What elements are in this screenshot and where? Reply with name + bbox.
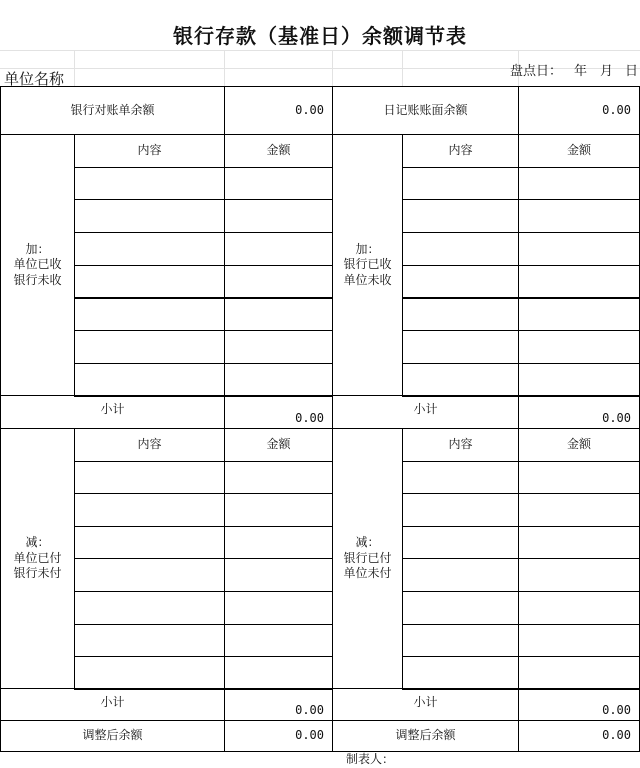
subtract-right-amount-header: 金额 [518,428,640,462]
add-right-content-cell[interactable] [402,167,519,201]
add-right-amount-cell[interactable] [518,330,640,364]
add-left-subtotal-value[interactable]: 0.00 [224,395,333,429]
adjusted-right-value[interactable]: 0.00 [518,720,640,752]
add-right-amount-cell[interactable] [518,298,640,332]
add-right-content-cell[interactable] [402,265,519,299]
date-year-label: 年 [574,64,588,79]
add-right-amount-cell[interactable] [518,265,640,299]
subtract-right-subtotal-value[interactable]: 0.00 [518,688,640,721]
add-left-amount-cell[interactable] [224,199,333,233]
preparer-label: 制表人： [346,752,395,766]
add-left-content-cell[interactable] [74,167,225,201]
add-right-subtotal-label: 小计 [332,395,519,429]
subtract-left-amount-cell[interactable] [224,591,333,625]
subtract-left-content-cell[interactable] [74,558,225,592]
subtract-left-amount-cell[interactable] [224,461,333,495]
journal-balance-value[interactable]: 0.00 [518,86,640,135]
subtract-right-content-cell[interactable] [402,493,519,527]
add-right-side-label [332,134,403,396]
add-left-amount-cell[interactable] [224,167,333,201]
add-left-amount-cell[interactable] [224,232,333,266]
subtract-right-amount-cell[interactable] [518,558,640,592]
subtract-right-content-header: 内容 [402,428,519,462]
add-left-content-header: 内容 [74,134,225,168]
subtract-right-amount-cell[interactable] [518,624,640,658]
add-right-subtotal-value[interactable]: 0.00 [518,395,640,429]
subtract-right-content-cell[interactable] [402,624,519,658]
subtract-left-content-cell[interactable] [74,461,225,495]
add-right-amount-cell[interactable] [518,199,640,233]
add-left-content-cell[interactable] [74,298,225,332]
add-left-amount-cell[interactable] [224,265,333,299]
add-left-label-text: 加： 单位已收 银行未收 [13,241,62,287]
subtract-left-amount-cell[interactable] [224,526,333,560]
subtract-right-amount-cell[interactable] [518,461,640,495]
inventory-date-label: 盘点日： [510,64,563,79]
add-right-content-cell[interactable] [402,298,519,332]
adjusted-right-label: 调整后余额 [332,720,519,752]
subtract-left-side-label [0,428,75,689]
date-day-label: 日 [625,64,639,79]
subtract-left-subtotal-value[interactable]: 0.00 [224,688,333,721]
subtract-left-amount-cell[interactable] [224,493,333,527]
subtract-left-content-header: 内容 [74,428,225,462]
add-left-content-cell[interactable] [74,265,225,299]
bank-statement-balance-label: 银行对账单余额 [0,86,225,135]
adjusted-left-label: 调整后余额 [0,720,225,752]
subtract-left-label-text: 减： 单位已付 银行未付 [13,535,62,581]
subtract-right-side-label [332,428,403,689]
subtract-right-amount-cell[interactable] [518,493,640,527]
subtract-right-amount-cell[interactable] [518,656,640,690]
subtract-right-amount-cell[interactable] [518,591,640,625]
journal-balance-label: 日记账账面余额 [332,86,519,135]
add-left-content-cell[interactable] [74,232,225,266]
subtract-left-amount-cell[interactable] [224,558,333,592]
add-left-amount-cell[interactable] [224,363,333,397]
subtract-left-content-cell[interactable] [74,624,225,658]
subtract-right-content-cell[interactable] [402,656,519,690]
subtract-left-amount-cell[interactable] [224,656,333,690]
add-right-label-text: 加： 银行已收 单位未收 [343,241,392,287]
subtract-right-content-cell[interactable] [402,591,519,625]
subtract-right-content-cell[interactable] [402,461,519,495]
add-left-side-label [0,134,75,396]
add-right-content-cell[interactable] [402,330,519,364]
add-left-amount-cell[interactable] [224,330,333,364]
subtract-right-content-cell[interactable] [402,526,519,560]
subtract-left-content-cell[interactable] [74,591,225,625]
add-right-content-header: 内容 [402,134,519,168]
add-right-content-cell[interactable] [402,363,519,397]
add-right-content-cell[interactable] [402,199,519,233]
add-right-content-cell[interactable] [402,232,519,266]
add-left-amount-header: 金额 [224,134,333,168]
add-right-amount-cell[interactable] [518,363,640,397]
subtract-left-amount-cell[interactable] [224,624,333,658]
add-left-content-cell[interactable] [74,330,225,364]
subtract-left-content-cell[interactable] [74,526,225,560]
add-right-amount-cell[interactable] [518,232,640,266]
subtract-right-subtotal-label: 小计 [332,688,519,721]
subtract-right-label-text: 减： 银行已付 单位未付 [343,535,392,581]
unit-name-label: 单位名称 [4,70,65,88]
add-left-subtotal-label: 小计 [0,395,225,429]
subtract-right-content-cell[interactable] [402,558,519,592]
add-left-content-cell[interactable] [74,363,225,397]
adjusted-left-value[interactable]: 0.00 [224,720,333,752]
subtract-left-subtotal-label: 小计 [0,688,225,721]
subtract-right-amount-cell[interactable] [518,526,640,560]
subtract-left-content-cell[interactable] [74,656,225,690]
date-month-label: 月 [600,64,614,79]
subtract-left-amount-header: 金额 [224,428,333,462]
add-left-content-cell[interactable] [74,199,225,233]
add-left-amount-cell[interactable] [224,298,333,332]
page-title: 银行存款（基准日）余额调节表 [173,23,467,48]
add-right-amount-header: 金额 [518,134,640,168]
add-right-amount-cell[interactable] [518,167,640,201]
subtract-left-content-cell[interactable] [74,493,225,527]
bank-statement-balance-value[interactable]: 0.00 [224,86,333,135]
